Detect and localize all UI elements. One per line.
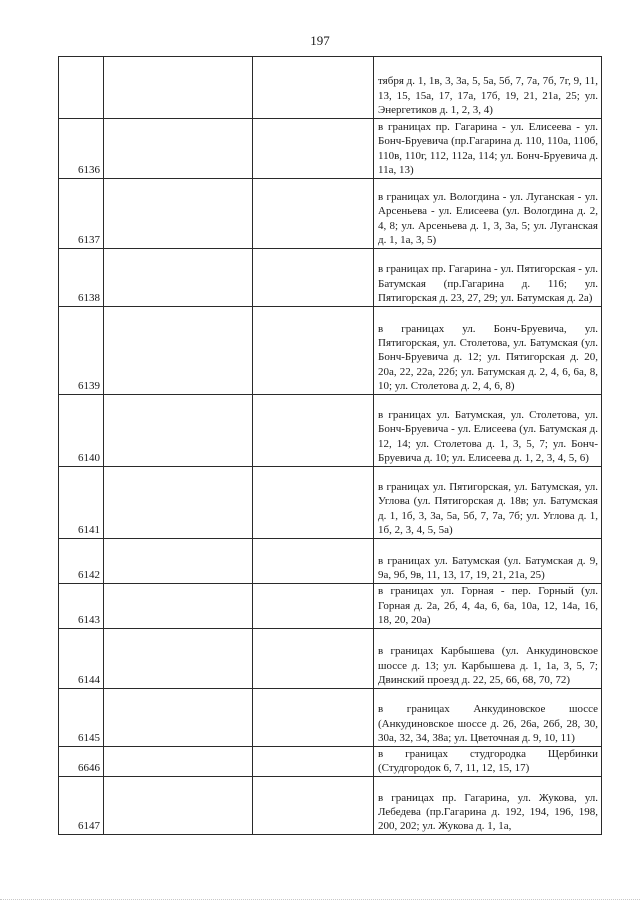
empty-cell — [253, 179, 374, 249]
table-row — [59, 629, 602, 689]
district-number: 6137 — [59, 179, 104, 249]
empty-cell — [253, 777, 374, 835]
empty-cell — [253, 307, 374, 395]
empty-cell — [253, 629, 374, 689]
empty-cell — [253, 689, 374, 747]
empty-cell — [253, 395, 374, 467]
empty-cell — [104, 249, 253, 307]
address-description: в границах пр. Гагарина - ул. Пятигорская - ул. Батумская (пр.Гагарина д. 116; ул. Пятигорская д. 23, 27, 29; ул. Батумская д. 2а) — [374, 249, 602, 307]
table-row — [59, 249, 602, 307]
address-description: в границах ул. Вологдина - ул. Луганская - ул. Арсеньева - ул. Елисеева (ул. Вологдина д. 2, 4, 8; ул. Арсеньева д. 1, 3, 3а, 5; ул. Луганская д. 1, 1а, 3, 5) — [374, 179, 602, 249]
empty-cell — [253, 119, 374, 179]
scan-edge-line — [0, 899, 640, 900]
address-description: в границах ул. Батумская (ул. Батумская д. 9, 9а, 9б, 9в, 11, 13, 17, 19, 21, 21а, 25) — [374, 539, 602, 584]
table-row — [59, 689, 602, 747]
empty-cell — [253, 57, 374, 119]
address-description: в границах ул. Батумская, ул. Столетова, ул. Бонч-Бруевича - ул. Елисеева (ул. Батумская д. 12, 14; ул. Столетова д. 1, 3, 5, 7; ул. Бонч-Бруевича д. 10; ул. Елисеева д. 1, 2, 3, 4, 5, 6) — [374, 395, 602, 467]
table-row — [59, 179, 602, 249]
address-description: в границах пр. Гагарина, ул. Жукова, ул. Лебедева (пр.Гагарина д. 192, 194, 196, 198, 200, 202; ул. Жукова д. 1, 1а, — [374, 777, 602, 835]
table-row — [59, 395, 602, 467]
address-table — [58, 56, 602, 835]
table-row — [59, 467, 602, 539]
district-number: 6143 — [59, 584, 104, 629]
district-number: 6147 — [59, 777, 104, 835]
table-row — [59, 57, 602, 119]
district-number: 6139 — [59, 307, 104, 395]
district-number: 6145 — [59, 689, 104, 747]
table-row — [59, 539, 602, 584]
district-number: 6136 — [59, 119, 104, 179]
table-row — [59, 747, 602, 777]
district-number: 6141 — [59, 467, 104, 539]
empty-cell — [253, 539, 374, 584]
address-description: в границах студгородка Щербинки (Студгородок 6, 7, 11, 12, 15, 17) — [374, 747, 602, 777]
empty-cell — [104, 179, 253, 249]
address-description: в границах ул. Горная - пер. Горный (ул. Горная д. 2а, 2б, 4, 4а, 6, 6а, 10а, 12, 14а, 16, 18, 20, 20а) — [374, 584, 602, 629]
page-number: 197 — [310, 33, 330, 48]
district-number: 6144 — [59, 629, 104, 689]
address-description: в границах Анкудиновское шоссе (Анкудиновское шоссе д. 26, 26а, 26б, 28, 30, 30а, 32, 34, 38а; ул. Цветочная д. 9, 10, 11) — [374, 689, 602, 747]
empty-cell — [104, 119, 253, 179]
table-row — [59, 584, 602, 629]
table-row — [59, 307, 602, 395]
address-description: в границах ул. Пятигорская, ул. Батумская, ул. Углова (ул. Пятигорская д. 18в; ул. Батумская д. 1, 1б, 3, 3а, 5а, 5б, 7, 7а, 7б; ул. Углова д. 1, 1б, 2, 3, 4, 5, 5а) — [374, 467, 602, 539]
table-row — [59, 119, 602, 179]
empty-cell — [104, 777, 253, 835]
empty-cell — [253, 249, 374, 307]
empty-cell — [253, 584, 374, 629]
empty-cell — [253, 747, 374, 777]
address-description: в границах Карбышева (ул. Анкудиновское шоссе д. 13; ул. Карбышева д. 1, 1а, 3, 5, 7; Двинский проезд д. 22, 25, 66, 68, 70, 72) — [374, 629, 602, 689]
district-number — [59, 57, 104, 119]
district-number: 6646 — [59, 747, 104, 777]
district-number: 6142 — [59, 539, 104, 584]
empty-cell — [253, 467, 374, 539]
table-row — [59, 777, 602, 835]
empty-cell — [104, 467, 253, 539]
district-number: 6140 — [59, 395, 104, 467]
address-description: тября д. 1, 1в, 3, 3а, 5, 5а, 5б, 7, 7а, 7б, 7г, 9, 11, 13, 15, 15а, 17, 17а, 17б, 19, 21, 21а, 25; ул. Энергетиков д. 1, 2, 3, 4) — [374, 57, 602, 119]
empty-cell — [104, 689, 253, 747]
empty-cell — [104, 307, 253, 395]
empty-cell — [104, 539, 253, 584]
empty-cell — [104, 57, 253, 119]
address-description: в границах пр. Гагарина - ул. Елисеева - ул. Бонч-Бруевича (пр.Гагарина д. 110, 110а, 110б, 110в, 110г, 112, 112а, 114; ул. Бонч-Бруевича д. 11а, 13) — [374, 119, 602, 179]
address-description: в границах ул. Бонч-Бруевича, ул. Пятигорская, ул. Столетова, ул. Батумская (ул. Бонч-Бруевича д. 12; ул. Пятигорская д. 20, 20а, 22, 22а, 22б; ул. Батумская д. 2, 4, 6, 6а, 8, 10; ул. Столетова д. 2, 4, 6, 8) — [374, 307, 602, 395]
empty-cell — [104, 584, 253, 629]
empty-cell — [104, 747, 253, 777]
empty-cell — [104, 395, 253, 467]
district-number: 6138 — [59, 249, 104, 307]
empty-cell — [104, 629, 253, 689]
